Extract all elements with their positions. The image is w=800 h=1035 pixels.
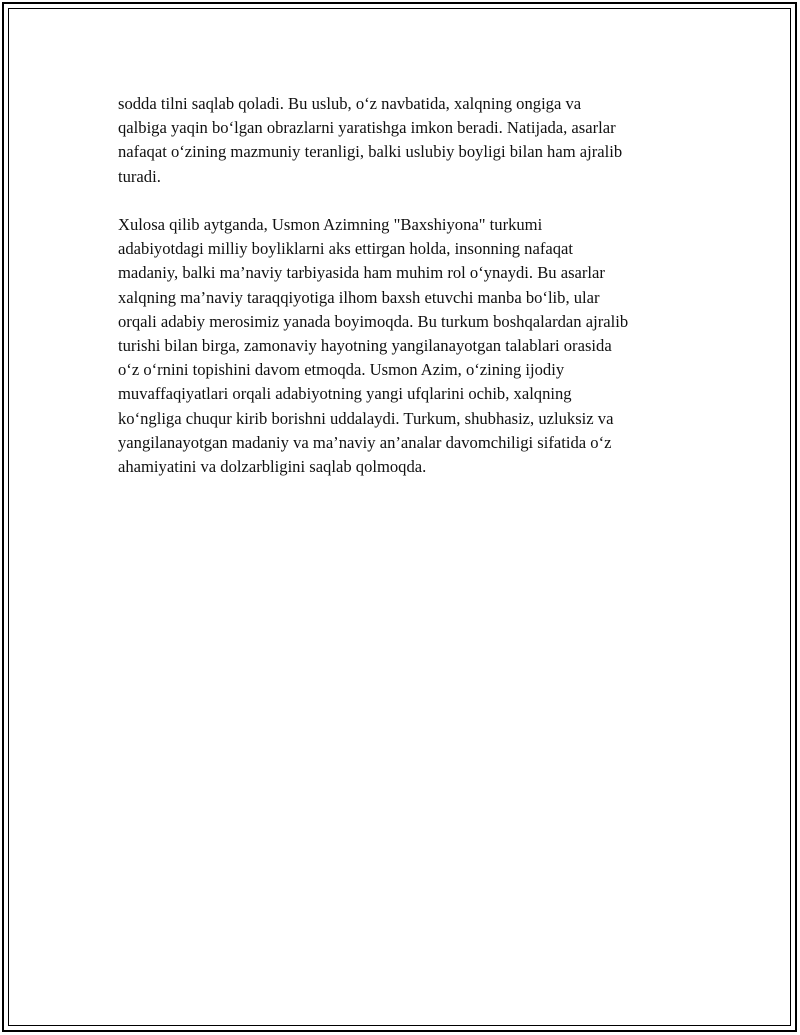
paragraph-conclusion: Xulosa qilib aytganda, Usmon Azimning "Baxshiyona" turkumi adabiyotdagi milliy boyliklarni aks ettirgan holda, insonning nafaqat madaniy, balki ma’naviy tarbiyasida ham muhim rol o‘ynaydi. Bu asarlar xalqning ma’naviy taraqqiyotiga ilhom baxsh etuvchi manba bo‘lib, ular orqali adabiy merosimiz yanada boyimoqda. Bu turkum boshqalardan ajralib turishi bilan birga, zamonaviy hayotning yangilanayotgan talablari orasida o‘z o‘rnini topishini davom etmoqda. Usmon Azim, o‘zining ijodiy muvaffaqiyatlari orqali adabiyotning yangi ufqlarini ochib, xalqning ko‘ngliga chuqur kirib borishni uddalaydi. Turkum, shubhasiz, uzluksiz va yangilanayotgan madaniy va ma’naviy an’analar davomchiligi sifatida o‘z ahamiyatini va dolzarbligini saqlab qolmoqda. (118, 215, 629, 477)
paragraph-continuation: sodda tilni saqlab qoladi. Bu uslub, o‘z navbatida, xalqning ongiga va qalbiga yaqin bo‘lgan obrazlarni yaratishga imkon beradi. Natijada, asarlar nafaqat o‘zining mazmuniy teranligi, balki uslubiy boyligi bilan ham ajralib turadi. (118, 94, 623, 186)
document-body (118, 92, 690, 479)
